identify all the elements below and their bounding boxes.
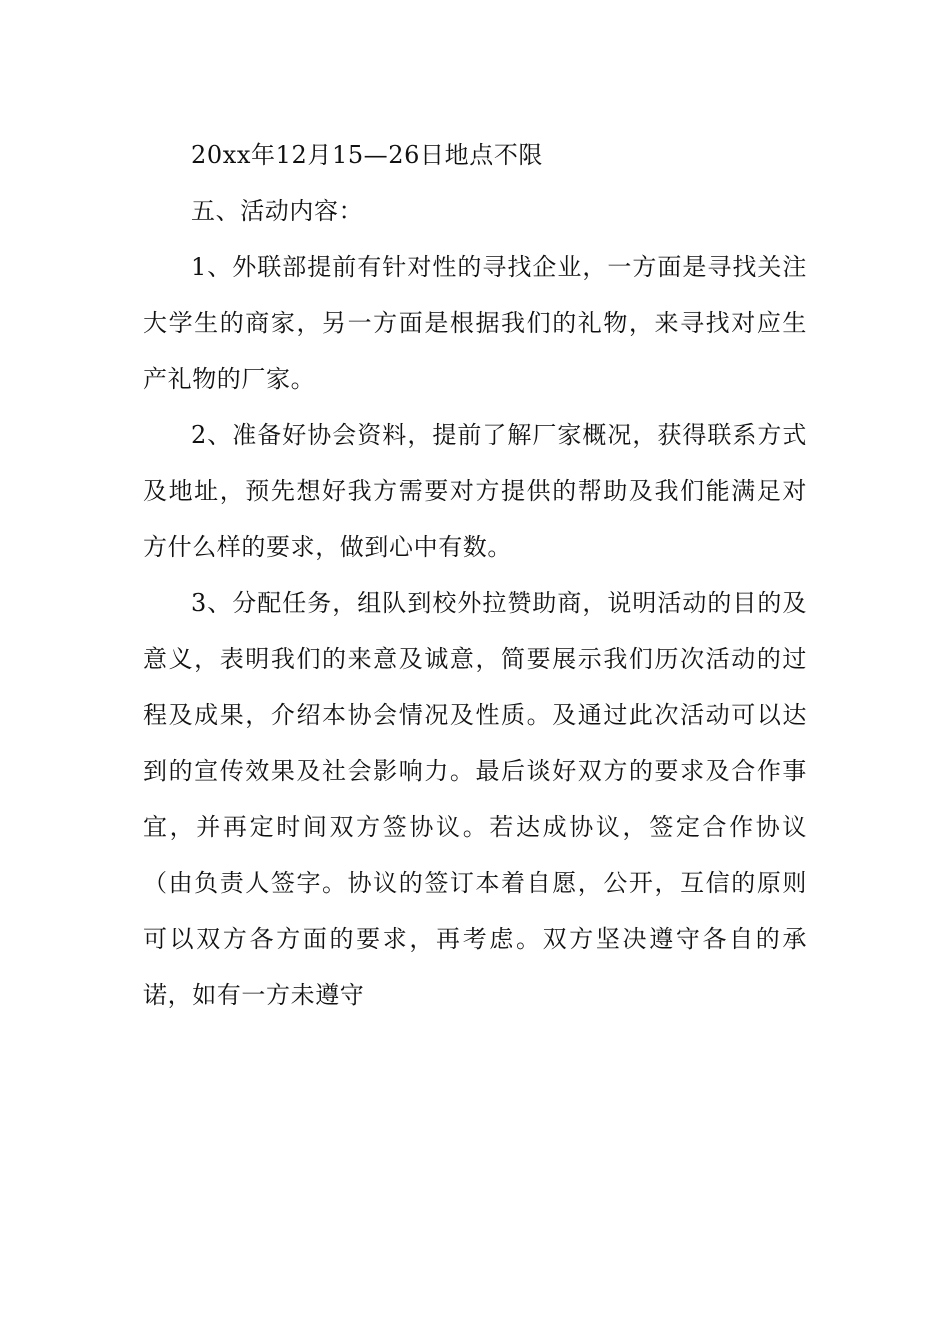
paragraph-section-heading: 五、活动内容：: [191, 197, 364, 225]
paragraph-item-1: 1、外联部提前有针对性的寻找企业，一方面是寻找关注大学生的商家，另一方面是根据我们的礼物，来寻找对应生产礼物的厂家。: [143, 253, 807, 393]
paragraph-item-2: 2、准备好协会资料，提前了解厂家概况，获得联系方式及地址，预先想好我方需要对方提供的帮助及我们能满足对方什么样的要求，做到心中有数。: [143, 421, 807, 561]
document-body: [143, 127, 807, 1023]
paragraph-item-3: 3、分配任务，组队到校外拉赞助商，说明活动的目的及意义，表明我们的来意及诚意，简要展示我们历次活动的过程及成果，介绍本协会情况及性质。及通过此次活动可以达到的宣传效果及社会影响力。最后谈好双方的要求及合作事宜，并再定时间双方签协议。若达成协议，签定合作协议（由负责人签字。协议的签订本着自愿，公开，互信的原则可以双方各方面的要求，再考虑。双方坚决遵守各自的承诺，如有一方未遵守: [143, 589, 807, 1009]
paragraph-date-location: 20xx年12月15—26日地点不限: [191, 141, 544, 169]
